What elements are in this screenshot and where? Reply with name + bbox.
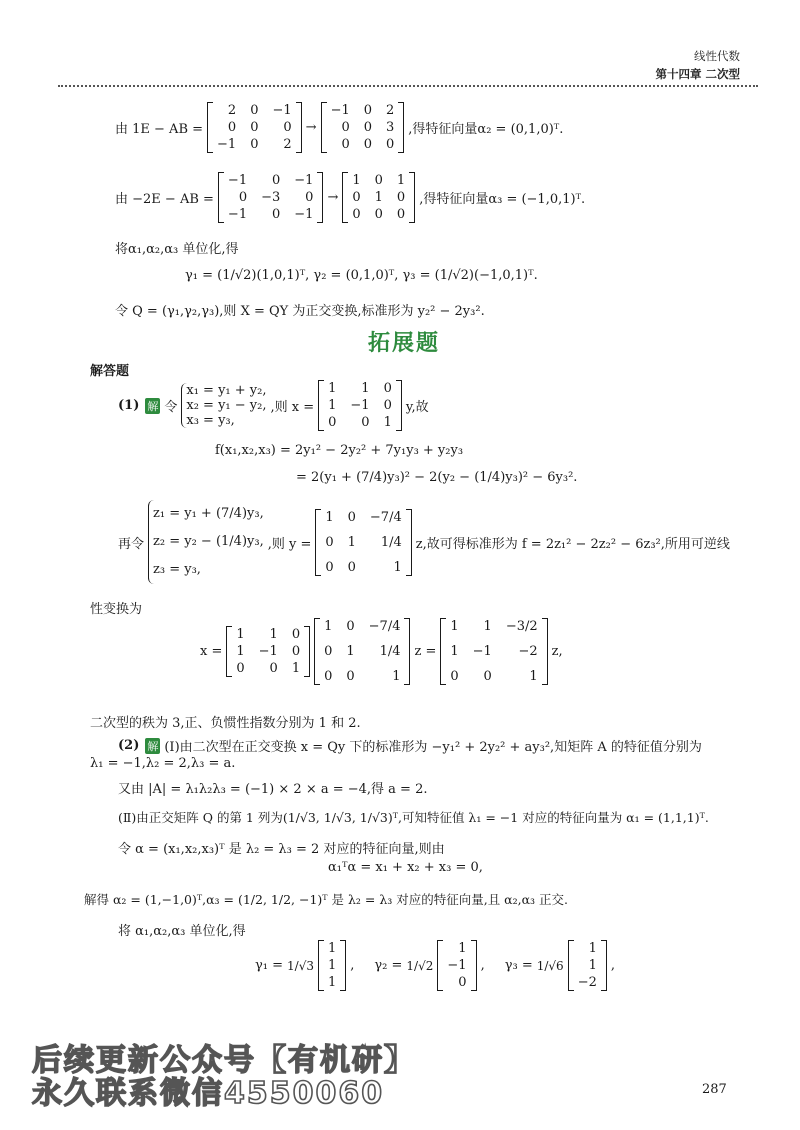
matrix-cell: 0 — [324, 644, 333, 659]
matrix-cell: 0 — [271, 173, 281, 188]
matrix-cell: 1 — [383, 415, 392, 430]
matrix-cell: 0 — [346, 669, 355, 684]
matrix-cell: 0 — [483, 669, 492, 684]
matrix-cell: 0 — [291, 644, 301, 659]
matrix-cell: 0 — [374, 173, 383, 188]
matrix-cell: 0 — [352, 207, 361, 222]
part2-l5: 令 α = (x₁,x₂,x₃)ᵀ 是 λ₂ = λ₃ = 2 对应的特征向量,则由 — [118, 842, 445, 857]
g2-pre: γ₂ = — [374, 958, 403, 973]
matrix-bracket-right — [601, 940, 607, 991]
matrix-bracket-right — [471, 940, 477, 991]
eigen-line-1-suffix: ,得特征向量α₂ = (0,1,0)ᵀ. — [408, 122, 564, 137]
matrix-cell: 1 — [324, 619, 333, 634]
matrix-cell: 1 — [588, 958, 597, 973]
matrix-cell: −7/4 — [369, 509, 402, 525]
sys-eq-3: x₃ = y₃, — [186, 413, 235, 428]
end-z: z, — [551, 644, 563, 659]
matrix-cell: 0 — [283, 120, 292, 135]
matrix-cell: −1 — [227, 173, 248, 188]
matrix-cell: 0 — [386, 137, 395, 152]
continuation: 性变换为 — [90, 602, 143, 617]
after-my: z,故可得标准形为 f = 2z₁² − 2z₂² − 6z₃²,所用可逆线 — [415, 536, 730, 552]
matrix-cell: 1 — [327, 941, 337, 956]
part2-l1: (Ⅰ)由二次型在正交变换 x = Qy 下的标准形为 −y₁² + 2y₂² + ay₃²,知矩阵 A 的特征值分别为 — [164, 740, 702, 755]
vector-gamma3 — [568, 940, 607, 991]
part2-line-1 — [118, 736, 706, 755]
matrix-cell: 1 — [352, 173, 361, 188]
zsys-eq-1: z₁ = y₁ + (7/4)y₃, — [153, 506, 264, 521]
matrix-cell: 0 — [291, 627, 301, 642]
matrix-cell: 0 — [347, 509, 356, 525]
rank-statement: 二次型的秩为 3,正、负惯性指数分别为 1 和 2. — [90, 716, 361, 731]
matrix-cell: 0 — [250, 103, 259, 118]
matrix-cell: −1 — [472, 644, 492, 659]
part1-second-sub — [118, 500, 734, 584]
matrix-cell: 0 — [383, 381, 392, 396]
matrix-cell: 1 — [458, 941, 467, 956]
vector-gamma2 — [437, 940, 476, 991]
sys-eq-1: x₁ = y₁ + y₂, — [186, 383, 267, 398]
matrix-p3 — [440, 618, 547, 685]
matrix-cell: 0 — [361, 415, 370, 430]
matrix-cell: 1 — [450, 619, 459, 634]
matrix-y-transform — [315, 509, 411, 576]
matrix-cell: 1 — [393, 559, 402, 575]
after-mx: y,故 — [405, 400, 429, 415]
g3-coef — [537, 959, 564, 973]
matrix-bracket-right — [406, 509, 412, 576]
matrix-cell: 0 — [458, 975, 467, 990]
matrix-cell: 0 — [396, 207, 406, 222]
header-divider — [58, 85, 758, 87]
matrix-cell: −3 — [261, 190, 281, 205]
matrix-2e-ab — [218, 172, 324, 223]
matrix-cell: 1 — [269, 627, 278, 642]
zsys-eq-3: z₃ = y₃, — [153, 562, 201, 577]
matrix-cell: −1 — [227, 207, 248, 222]
matrix-cell: 0 — [363, 103, 373, 118]
matrix-cell: 0 — [269, 661, 278, 676]
matrix-bracket-right — [296, 102, 302, 153]
matrix-cell: 0 — [250, 120, 259, 135]
matrix-bracket-right — [340, 940, 346, 991]
sep: , — [610, 958, 615, 973]
g3-pre: γ₃ = — [504, 958, 533, 973]
matrix-cell: 1/4 — [380, 534, 402, 550]
g1-coef — [287, 959, 314, 973]
matrix-cell: −1 — [330, 103, 350, 118]
matrix-cell: 1 — [346, 644, 355, 659]
part2-l3: 又由 |A| = λ₁λ₂λ₃ = (−1) × 2 × a = −4,得 a = 2. — [118, 782, 428, 797]
z-system — [148, 500, 264, 584]
sep: , — [350, 958, 355, 973]
matrix-cell: −2 — [577, 975, 597, 990]
matrix-cell: −1 — [272, 103, 292, 118]
matrix-cell: 0 — [328, 415, 337, 430]
eigen-line-1-prefix: 由 1E − AB = — [115, 122, 204, 137]
f-expansion-2: = 2(y₁ + (7/4)y₃)² − 2(y₂ − (1/4)y₃)² − 6y₃². — [296, 470, 578, 485]
solution-tag: 解 — [147, 739, 159, 753]
subheading: 解答题 — [90, 364, 130, 379]
matrix-bracket-right — [317, 172, 323, 223]
matrix-cell: 1 — [347, 534, 356, 550]
eigen-line-2-suffix: ,得特征向量α₃ = (−1,0,1)ᵀ. — [419, 192, 586, 207]
part2-l6: α₁ᵀα = x₁ + x₂ + x₃ = 0, — [328, 860, 483, 875]
matrix-cell: −1 — [258, 644, 278, 659]
matrix-bracket-right — [542, 618, 548, 685]
arrow: → — [305, 120, 317, 135]
matrix-cell: 1 — [361, 381, 370, 396]
matrix-cell: 1 — [236, 644, 245, 659]
g1-coef-text: 1/√3 — [287, 958, 314, 973]
sys-eq-2: x₂ = y₁ − y₂, — [186, 398, 267, 413]
matrix-cell: −7/4 — [368, 619, 401, 634]
matrix-1e-ab-reduced — [321, 102, 405, 153]
matrix-bracket-right — [396, 380, 402, 431]
matrix-cell: 0 — [236, 661, 245, 676]
matrix-cell: 0 — [341, 120, 350, 135]
matrix-cell: 0 — [396, 190, 406, 205]
g3-coef-text: 1/√6 — [536, 958, 564, 973]
matrix-cell: 3 — [386, 120, 395, 135]
matrix-cell: 1 — [483, 619, 492, 634]
q-line: 令 Q = (γ₁,γ₂,γ₃),则 X = QY 为正交变换,标准形为 y₂² − 2y₃². — [115, 304, 485, 319]
matrix-cell: −1 — [447, 958, 467, 973]
matrix-cell: −1 — [294, 173, 314, 188]
matrix-cell: 0 — [352, 190, 361, 205]
vector-gamma1 — [318, 940, 346, 991]
part2-l4: (Ⅱ)由正交矩阵 Q 的第 1 列为(1/√3, 1/√3, 1/√3)ᵀ,可知特征值 λ₁ = −1 对应的特征向量为 α₁ = (1,1,1)ᵀ. — [118, 810, 709, 825]
matrix-cell: −2 — [518, 644, 538, 659]
matrix-x-transform — [318, 380, 402, 431]
chapter-title: 第十四章 二次型 — [655, 67, 740, 81]
matrix-cell: 1 — [328, 381, 337, 396]
g2-coef-text: 1/√2 — [406, 958, 434, 973]
eigen-line-1 — [115, 102, 567, 153]
matrix-cell: −3/2 — [505, 619, 538, 634]
matrix-cell: 1 — [396, 173, 406, 188]
matrix-cell: 1 — [392, 669, 401, 684]
f-expansion-1: f(x₁,x₂,x₃) = 2y₁² − 2y₂² + 7y₁y₃ + y₂y₃ — [215, 443, 464, 458]
matrix-cell: 1/4 — [379, 644, 401, 659]
matrix-cell: 0 — [346, 619, 355, 634]
section-title: 拓展题 — [368, 331, 441, 356]
matrix-cell: 1 — [327, 958, 337, 973]
matrix-cell: −1 — [294, 207, 314, 222]
part2-label: (2) — [118, 738, 140, 753]
matrix-cell: 1 — [328, 398, 337, 413]
matrix-cell: 1 — [291, 661, 301, 676]
matrix-cell: 0 — [324, 669, 333, 684]
matrix-cell: 0 — [250, 137, 259, 152]
matrix-cell: 0 — [305, 190, 314, 205]
matrix-cell: 0 — [363, 120, 373, 135]
matrix-2e-ab-reduced — [342, 172, 415, 223]
matrix-cell: 1 — [450, 644, 459, 659]
watermark-line-2: 永久联系微信4550060 — [32, 1076, 385, 1111]
matrix-cell: 1 — [236, 627, 245, 642]
matrix-1e-ab — [207, 102, 302, 153]
matrix-cell: 0 — [325, 534, 334, 550]
matrix-cell: 0 — [227, 120, 237, 135]
matrix-cell: 0 — [374, 207, 383, 222]
matrix-cell: 2 — [283, 137, 292, 152]
matrix-cell: 1 — [325, 509, 334, 525]
matrix-cell: 1 — [529, 669, 538, 684]
matrix-cell: 1 — [327, 975, 337, 990]
g1-pre: γ₁ = — [255, 958, 284, 973]
matrix-bracket-right — [409, 172, 415, 223]
book-title: 线性代数 — [694, 49, 740, 63]
matrix-cell: 1 — [374, 190, 383, 205]
matrix-cell: 1 — [588, 941, 597, 956]
combined-transform — [200, 618, 567, 685]
g2-coef — [406, 959, 433, 973]
matrix-cell: 0 — [238, 190, 248, 205]
matrix-p2 — [314, 618, 410, 685]
arrow: → — [327, 190, 339, 205]
matrix-bracket-right — [404, 618, 410, 685]
matrix-cell: −1 — [217, 137, 237, 152]
matrix-cell: 0 — [341, 137, 350, 152]
watermark-line-1: 后续更新公众号【有机研】 — [32, 1043, 416, 1078]
matrix-cell: 0 — [347, 559, 356, 575]
eigen-line-2-prefix: 由 −2E − AB = — [115, 192, 214, 207]
zai-word: 再令 — [118, 536, 145, 552]
matrix-bracket-right — [398, 102, 404, 153]
gamma-line: γ₁ = (1/√2)(1,0,1)ᵀ, γ₂ = (0,1,0)ᵀ, γ₃ = (1/√2)(−1,0,1)ᵀ. — [185, 268, 538, 283]
sep: , — [480, 958, 485, 973]
part1-label: (1) — [118, 398, 140, 413]
part1-intro — [118, 380, 433, 431]
eigen-line-2 — [115, 172, 589, 223]
then-y: ,则 y = — [267, 536, 312, 552]
matrix-cell: 0 — [450, 669, 459, 684]
matrix-cell: 2 — [227, 103, 237, 118]
matrix-cell: 0 — [363, 137, 373, 152]
unitize-text: 将α₁,α₂,α₃ 单位化,得 — [115, 242, 239, 257]
matrix-cell: 0 — [271, 207, 281, 222]
part2-l2: λ₁ = −1,λ₂ = 2,λ₃ = a. — [90, 756, 236, 771]
matrix-cell: 0 — [383, 398, 392, 413]
let-word: 令 — [164, 400, 178, 415]
part2-l7: 解得 α₂ = (1,−1,0)ᵀ,α₃ = (1/2, 1/2, −1)ᵀ 是 λ₂ = λ₃ 对应的特征向量,且 α₂,α₃ 正交. — [84, 892, 569, 907]
zsys-eq-2: z₂ = y₂ − (1/4)y₃, — [153, 534, 264, 549]
solution-tag: 解 — [147, 399, 159, 413]
matrix-cell: 2 — [386, 103, 395, 118]
page-number: 287 — [702, 1082, 727, 1097]
substitution-system — [181, 383, 266, 428]
gamma-vectors — [255, 940, 619, 991]
matrix-p1 — [226, 626, 310, 677]
mid-z: z = — [414, 644, 437, 659]
x-eq: x = — [200, 644, 223, 659]
then-x: ,则 x = — [270, 400, 315, 415]
part2-l8: 将 α₁,α₂,α₃ 单位化,得 — [118, 924, 246, 939]
matrix-cell: 0 — [325, 559, 334, 575]
matrix-bracket-right — [304, 626, 310, 677]
matrix-cell: −1 — [350, 398, 370, 413]
